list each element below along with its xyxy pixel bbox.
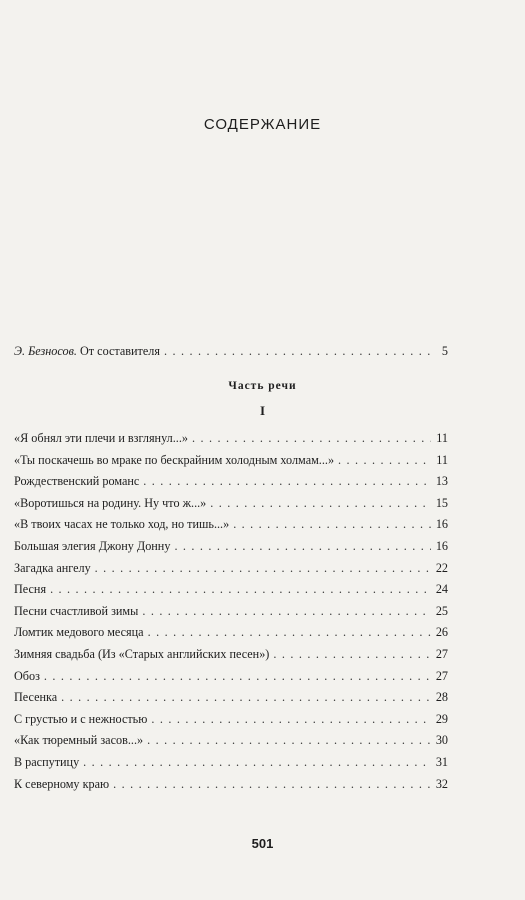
toc-entry-title: Песни счастливой зимы	[14, 603, 139, 618]
toc-entry-page: 32	[435, 776, 448, 791]
toc-entry-title: Обоз	[14, 668, 40, 683]
toc-entry-title: Зимняя свадьба (Из «Старых английских песен»)	[14, 647, 270, 661]
toc-entry-page: 25	[435, 603, 448, 618]
toc-entry	[14, 496, 448, 511]
toc-entry	[14, 777, 448, 792]
toc-entry-title: С грустью и с нежностью	[14, 711, 148, 726]
toc-entry-page: 27	[435, 668, 448, 683]
toc-entry-page: 26	[435, 625, 448, 640]
toc-entry-title: Загадка ангелу	[14, 560, 91, 575]
toc-entry	[14, 712, 448, 727]
dot-leader	[151, 712, 431, 727]
dot-leader	[83, 755, 431, 770]
dot-leader	[50, 582, 431, 597]
toc-entry-page: 24	[435, 582, 448, 597]
dot-leader	[338, 453, 431, 468]
toc-entry	[14, 561, 448, 576]
toc-entry-page: 16	[435, 517, 448, 532]
toc-entry-title: В распутицу	[14, 755, 80, 769]
intro-page-number: 5	[441, 344, 448, 358]
section-numeral: I	[259, 403, 266, 418]
toc-entry	[14, 431, 448, 446]
toc-entry	[14, 733, 448, 748]
toc-entry-page: 15	[435, 495, 448, 510]
toc-entry-page: 22	[435, 560, 448, 575]
toc-entry-title: «Я обнял эти плечи и взглянул...»	[14, 431, 188, 445]
toc-entry	[14, 647, 448, 662]
toc-entry-title: Рождественский романс	[14, 474, 140, 489]
page-number: 501	[251, 836, 274, 851]
dot-leader	[148, 625, 431, 640]
toc-entry-page: 11	[436, 452, 448, 467]
toc-entry-page: 13	[435, 474, 448, 489]
toc-entry-title: Большая элегия Джону Донну	[14, 539, 171, 553]
part-title: Часть речи	[228, 380, 297, 392]
toc-entry-page: 29	[435, 711, 448, 726]
toc-entry-title: «Ты поскачешь во мраке по бескрайним холодным холмам...»	[14, 452, 335, 467]
toc-entry	[14, 582, 448, 597]
intro-label: От составителя	[80, 344, 160, 358]
toc-entry	[14, 453, 448, 468]
intro-author: Э. Безносов.	[14, 344, 77, 358]
dot-leader	[61, 690, 431, 705]
toc-entry-title: «В твоих часах не только ход, но тишь...»	[14, 517, 230, 532]
toc-entry-title: К северному краю	[14, 776, 110, 791]
toc-entry-page: 16	[435, 539, 448, 553]
toc-intro-row	[14, 344, 448, 359]
dot-leader	[44, 669, 431, 684]
dot-leader	[192, 431, 431, 446]
toc-entry-title: «Воротишься на родину. Ну что ж...»	[14, 495, 207, 510]
dot-leader	[210, 496, 431, 511]
toc-entry-page: 11	[436, 431, 448, 445]
dot-leader	[142, 604, 431, 619]
toc-entry	[14, 539, 448, 554]
toc-entry-page: 30	[435, 733, 448, 748]
toc-entry	[14, 517, 448, 532]
toc-entry-page: 28	[435, 690, 448, 705]
toc-entry	[14, 474, 448, 489]
toc-entry	[14, 625, 448, 640]
toc-entry-page: 27	[435, 647, 448, 661]
dot-leader	[164, 344, 431, 359]
dot-leader	[95, 561, 431, 576]
toc-entry-title: «Как тюремный засов...»	[14, 733, 144, 748]
dot-leader	[113, 777, 431, 792]
dot-leader	[233, 517, 431, 532]
toc-entry-title: Песня	[14, 582, 47, 597]
toc-entry	[14, 755, 448, 770]
toc-entry	[14, 669, 448, 684]
toc-entry-title: Ломтик медового месяца	[14, 625, 144, 640]
dot-leader	[273, 647, 431, 662]
dot-leader	[143, 474, 431, 489]
toc-entry	[14, 604, 448, 619]
toc-entry	[14, 690, 448, 705]
toc-entry-page: 31	[435, 755, 448, 769]
dot-leader	[174, 539, 431, 554]
dot-leader	[147, 733, 431, 748]
toc-entry-title: Песенка	[14, 690, 58, 705]
contents-heading: СОДЕРЖАНИЕ	[203, 116, 322, 133]
